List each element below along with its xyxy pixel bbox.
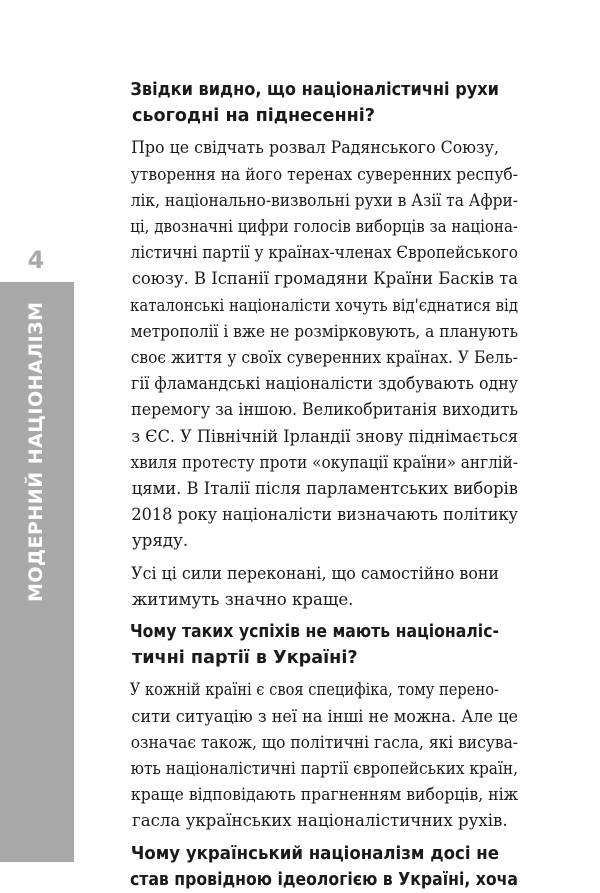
question-1 <box>113 77 518 129</box>
text-line: сьогодні на піднесенні? <box>132 106 375 127</box>
text-line: ці, двозначні цифри голосів виборців за націона- <box>130 217 518 237</box>
text-line: лік, національно-визвольні рухи в Азії та Афри- <box>130 190 518 210</box>
text-line: Про це свідчать розвал Радянського Союзу, <box>131 138 499 158</box>
text-line: житимуть значно краще. <box>132 589 354 609</box>
chapter-title-text: МОДЕРНИЙ НАЦІОНАЛІЗМ <box>25 301 47 602</box>
text-line: тичні партії в Україні? <box>132 648 358 669</box>
text-line: союзу. В Іспанії громадяни Країни Басків та <box>131 269 519 289</box>
page-number: 4 <box>27 246 45 274</box>
question-3 <box>113 841 518 893</box>
text-line: своє життя у своїх суверенних країнах. У Бель- <box>130 348 518 368</box>
paragraph-3 <box>113 677 518 834</box>
text-line: сити ситуацію з неї на інші не можна. Але це <box>131 706 518 726</box>
text-line: перемогу за іншою. Великобританія виходить <box>131 400 518 420</box>
paragraph-1 <box>113 135 518 554</box>
text-line: У кожній країні є своя специфіка, тому перено- <box>129 680 499 700</box>
text-line: каталонські націоналісти хочуть від'єднатися від <box>130 295 519 315</box>
text-line: Звідки видно, що націоналістичні рухи <box>130 80 499 100</box>
text-line: гії фламандські націоналісти здобувають одну <box>131 374 519 394</box>
text-line: цями. В Італії після парламентських виборів <box>131 479 518 499</box>
page-body <box>113 77 518 893</box>
text-line: став провідною ідеологією в Україні, хоча <box>129 869 519 890</box>
text-line: 2018 року націоналісти визначають політику <box>131 505 519 525</box>
text-line: хвиля протесту проти «окупації країни» англій- <box>130 452 518 472</box>
text-line: уряду. <box>132 531 189 551</box>
text-line: лістичні партії у країнах-членах Європейського <box>130 243 518 263</box>
text-line: Чому таких успіхів не мають націоналіс- <box>129 622 500 643</box>
text-line: краще відповідають прагненням виборців, ніж <box>130 785 519 805</box>
text-line: Чому український націоналізм досі не <box>130 843 499 864</box>
text-line: з ЄС. У Північній Ірландії знову піднімається <box>131 426 518 446</box>
text-line: означає також, що політичні гасла, які висува- <box>130 732 519 752</box>
text-line: Усі ці сили переконані, що самостійно вони <box>131 563 499 583</box>
text-line: ють націоналістичні партії європейських країн, <box>130 759 519 779</box>
text-line: гасла українських націоналістичних рухів. <box>132 811 508 831</box>
text-line: утворення на його теренах суверенних респуб- <box>130 164 518 184</box>
text-line: метрополії і вже не розмірковують, а планують <box>130 321 519 341</box>
paragraph-2 <box>113 561 518 613</box>
question-2 <box>113 619 518 671</box>
